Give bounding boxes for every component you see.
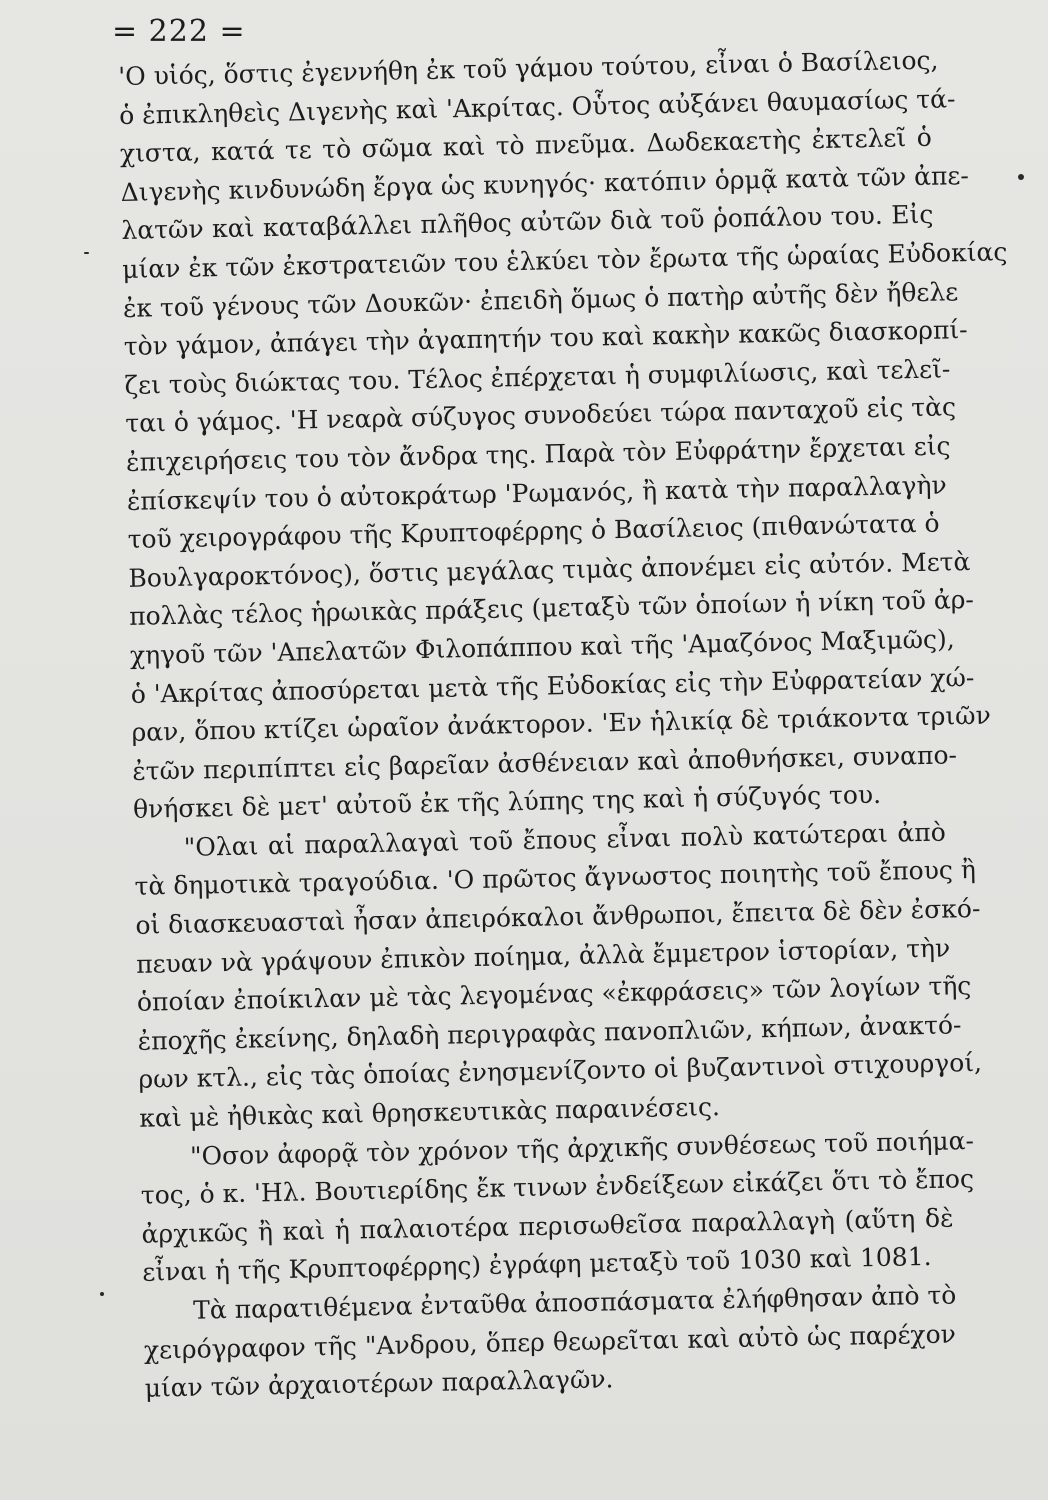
paragraph-2	[133, 813, 983, 1138]
text-line: ἐκ τοῦ γένους τῶν Δουκῶν· ἐπειδὴ ὅμως ὁ πατὴρ αὐτῆς δὲν ἤθελε	[122, 276, 959, 323]
text-line: πολλὰς τέλος ἡρωικὰς πράξεις (μεταξὺ τῶν ὁποίων ἡ νίκη τοῦ ἀρ-	[128, 585, 975, 632]
text-line: χηγοῦ τῶν 'Απελατῶν Φιλοπάππου καὶ τῆς 'Αμαζόνος Μαξιμῶς),	[129, 624, 955, 670]
paragraph-4	[143, 1276, 957, 1408]
text-line: τοῦ χειρογράφου τῆς Κρυπτοφέρρης ὁ Βασίλειος (πιθανώτατα ὁ	[127, 508, 940, 555]
scan-speck	[100, 1292, 104, 1296]
text-line: θνήσκει δὲ μετ' αὐτοῦ ἐκ τῆς λύπης της καὶ ἡ σύζυγός του.	[132, 780, 882, 825]
text-line: ρων κτλ., εἰς τὰς ὁποίας ἐνησμενίζοντο οἱ βυζαντινοὶ στιχουργοί,	[138, 1048, 983, 1095]
text-line: ὁ 'Ακρίτας ἀποσύρεται μετὰ τῆς Εὐδοκίας εἰς τὴν Εὐφρατείαν χώ-	[130, 662, 975, 709]
text-line: ἐπίσκεψίν του ὁ αὐτοκράτωρ 'Ρωμανός, ἢ κατὰ τὴν παραλλαγὴν	[126, 469, 947, 516]
text-line: "Ολαι αἱ παραλλαγαὶ τοῦ ἔπους εἶναι πολὺ κατώτεραι ἀπὸ	[183, 817, 946, 862]
text-line: ζει τοὺς διώκτας του. Τέλος ἐπέρχεται ἡ συμφιλίωσις, καὶ τελεῖ-	[124, 354, 951, 400]
text-line: χιστα, κατά τε τὸ σῶμα καὶ τὸ πνεῦμα. Δωδεκαετὴς ἐκτελεῖ ὁ	[119, 122, 933, 169]
scan-speck	[84, 252, 89, 254]
page-number: = 222 =	[112, 14, 246, 49]
text-line: ὁποίαν ἐποίκιλαν μὲ τὰς λεγομένας «ἐκφράσεις» τῶν λογίων τῆς	[136, 971, 972, 1018]
text-line: καὶ μὲ ἠθικὰς καὶ θρησκευτικὰς παραινέσεις.	[138, 1092, 721, 1133]
text-line: ἐτῶν περιπίπτει εἰς βαρεῖαν ἀσθένειαν καὶ ἀποθνήσκει, συναπο-	[132, 739, 958, 786]
text-line: ραν, ὅπου κτίζει ὡραῖον ἀνάκτορον. 'Εν ἡλικίᾳ δὲ τριάκοντα τριῶν	[131, 700, 992, 747]
text-line: ὁ ἐπικληθεὶς Διγενὴς καὶ 'Ακρίτας. Οὗτος αὐξάνει θαυμασίως τά-	[118, 83, 956, 130]
text-line: 'Ο υἱός, ὅστις ἐγεννήθη ἐκ τοῦ γάμου τούτου, εἶναι ὁ Βασίλειος,	[118, 45, 939, 91]
text-line: πευαν νὰ γράψουν ἐπικὸν ποίημα, ἀλλὰ ἔμμετρον ἱστορίαν, τὴν	[135, 933, 951, 979]
text-line: λατῶν καὶ καταβάλλει πλῆθος αὐτῶν διὰ τοῦ ῥοπάλου του. Εἰς	[121, 200, 934, 246]
paragraph-1	[118, 42, 1008, 830]
text-line: ται ὁ γάμος. 'Η νεαρὰ σύζυγος συνοδεύει τώρα πανταχοῦ εἰς τὰς	[125, 392, 957, 439]
text-line: ἐπιχειρήσεις του τὸν ἄνδρα της. Παρὰ τὸν Εὐφράτην ἔρχεται εἰς	[125, 431, 951, 477]
text-line: μίαν τῶν ἀρχαιοτέρων παραλλαγῶν.	[144, 1364, 614, 1403]
text-line: ἀρχικῶς ἢ καὶ ἡ παλαιοτέρα περισωθεῖσα παραλλαγὴ (αὕτη δὲ	[141, 1203, 954, 1249]
text-line: χειρόγραφον τῆς "Ανδρου, ὅπερ θεωρεῖται καὶ αὐτὸ ὡς παρέχον	[143, 1319, 957, 1365]
text-line: τὰ δημοτικὰ τραγούδια. 'Ο πρῶτος ἄγνωστος ποιητὴς τοῦ ἔπους ἢ	[134, 855, 977, 902]
text-line: Βουλγαροκτόνος), ὅστις μεγάλας τιμὰς ἀπονέμει εἰς αὐτόν. Μετὰ	[128, 546, 971, 593]
text-line: μίαν ἐκ τῶν ἐκστρατειῶν του ἑλκύει τὸν ἔρωτα τῆς ὡραίας Εὐδοκίας	[121, 237, 1008, 284]
body-text	[118, 42, 1008, 1409]
text-line: Τὰ παρατιθέμενα ἐνταῦθα ἀποσπάσματα ἐλήφθησαν ἀπὸ τὸ	[192, 1280, 957, 1325]
text-line: τος, ὁ κ. 'Ηλ. Βουτιερίδης ἔκ τινων ἐνδείξεων εἰκάζει ὅτι τὸ ἔπος	[140, 1164, 975, 1210]
text-line: ἐποχῆς ἐκείνης, δηλαδὴ περιγραφὰς πανοπλιῶν, κήπων, ἀνακτό-	[137, 1010, 962, 1056]
paragraph-3	[140, 1122, 975, 1293]
scan-speck	[1018, 174, 1024, 180]
text-line: οἱ διασκευασταὶ ἦσαν ἀπειρόκαλοι ἄνθρωποι, ἔπειτα δὲ δὲν ἐσκό-	[135, 893, 981, 940]
text-line: τὸν γάμον, ἀπάγει τὴν ἀγαπητήν του καὶ κακὴν κακῶς διασκορπί-	[123, 315, 968, 362]
text-line: εἶναι ἡ τῆς Κρυπτοφέρρης) ἐγράφη μεταξὺ τοῦ 1030 καὶ 1081.	[142, 1242, 932, 1288]
text-line: Διγενὴς κινδυνώδη ἔργα ὡς κυνηγός· κατόπιν ὁρμᾷ κατὰ τῶν ἀπε-	[120, 160, 970, 207]
text-line: "Οσον ἀφορᾷ τὸν χρόνον τῆς ἀρχικῆς συνθέσεως τοῦ ποιήμα-	[189, 1125, 975, 1171]
